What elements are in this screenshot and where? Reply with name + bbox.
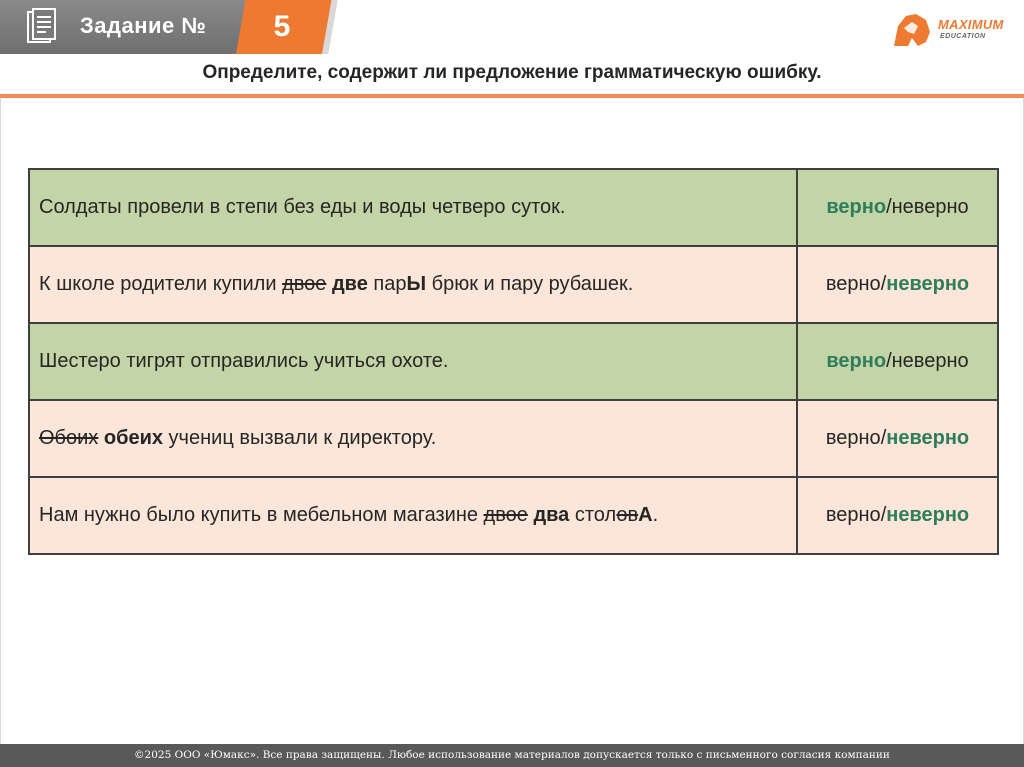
sentence-table bbox=[28, 168, 999, 555]
sentence-cell bbox=[29, 169, 797, 246]
sentence-text: К школе родители купили bbox=[39, 273, 283, 295]
sentence-text: Солдаты провели в степи без еды и воды четверо суток. bbox=[39, 196, 566, 218]
correction-text: обеих bbox=[103, 427, 163, 449]
sentence-cell bbox=[29, 323, 797, 400]
verdict-separator: / bbox=[880, 504, 887, 526]
verdict-incorrect: неверно bbox=[886, 504, 970, 526]
verdict-correct: верно bbox=[826, 350, 887, 372]
verdict-separator: / bbox=[886, 350, 892, 372]
sentence-text: . bbox=[652, 504, 659, 526]
document-icon bbox=[26, 8, 58, 46]
sentence-text: Нам нужно было купить в мебельном магазине bbox=[39, 504, 484, 526]
logo-subtext: EDUCATION bbox=[940, 33, 986, 40]
copyright-footer: ©2025 ООО «Юмакс». Все права защищены. Любое использование материалов допускается только с письменного согласия компании bbox=[0, 744, 1024, 767]
struck-text: ов bbox=[616, 504, 639, 526]
verdict-incorrect: неверно bbox=[891, 350, 969, 372]
sentence-text: стол bbox=[569, 504, 617, 526]
verdict-cell bbox=[797, 323, 998, 400]
table-row bbox=[29, 323, 998, 400]
struck-text: двое bbox=[282, 273, 327, 295]
verdict-incorrect: неверно bbox=[886, 427, 970, 449]
task-number: 5 bbox=[273, 10, 291, 43]
verdict-cell bbox=[797, 169, 998, 246]
verdict-cell bbox=[797, 246, 998, 323]
sentence-text: пар bbox=[367, 273, 407, 295]
table-row bbox=[29, 400, 998, 477]
task-title: Задание № bbox=[80, 13, 207, 38]
verdict-separator: / bbox=[886, 196, 892, 218]
struck-text: Обоих bbox=[39, 427, 99, 449]
sentence-text: брюк и пару рубашек. bbox=[426, 273, 634, 295]
verdict-separator: / bbox=[880, 427, 887, 449]
verdict-separator: / bbox=[880, 273, 887, 295]
correction-text: Ы bbox=[406, 273, 427, 295]
verdict-correct: верно bbox=[826, 196, 887, 218]
sentence-cell bbox=[29, 246, 797, 323]
correction-text: два bbox=[533, 504, 570, 526]
verdict-correct: верно bbox=[825, 273, 881, 295]
table-row bbox=[29, 169, 998, 246]
sentence-cell bbox=[29, 477, 797, 554]
struck-text: двое bbox=[483, 504, 528, 526]
sentence-text: учениц вызвали к директору. bbox=[163, 427, 437, 449]
instruction: Определите, содержит ли предложение грамматическую ошибку. bbox=[202, 62, 822, 83]
correction-text: две bbox=[331, 273, 368, 295]
verdict-correct: верно bbox=[825, 504, 881, 526]
sentence-text: Шестеро тигрят отправились учиться охоте. bbox=[39, 350, 449, 372]
logo-text: MAXIMUM bbox=[938, 17, 1004, 32]
table-row bbox=[29, 477, 998, 554]
verdict-incorrect: неверно bbox=[886, 273, 970, 295]
verdict-cell bbox=[797, 477, 998, 554]
correction-text: А bbox=[638, 504, 653, 526]
verdict-cell bbox=[797, 400, 998, 477]
table-row bbox=[29, 246, 998, 323]
verdict-incorrect: неверно bbox=[891, 196, 969, 218]
sentence-cell bbox=[29, 400, 797, 477]
verdict-correct: верно bbox=[825, 427, 881, 449]
